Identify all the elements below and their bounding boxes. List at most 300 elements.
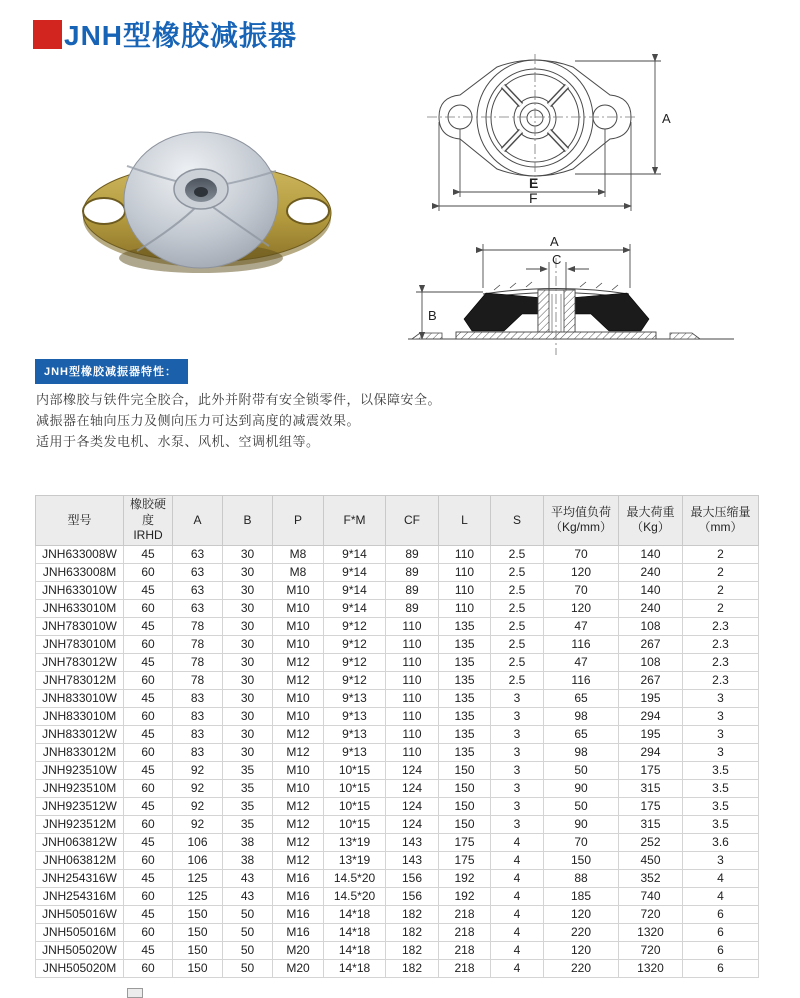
table-cell: 6 bbox=[683, 959, 759, 977]
table-cell: 30 bbox=[223, 671, 273, 689]
table-cell: 2.3 bbox=[683, 617, 759, 635]
table-cell: JNH833010M bbox=[36, 707, 124, 725]
table-row bbox=[36, 545, 759, 563]
table-cell: JNH923512M bbox=[36, 815, 124, 833]
table-cell: M12 bbox=[273, 797, 324, 815]
table-cell: JNH783012M bbox=[36, 671, 124, 689]
table-cell: 60 bbox=[124, 707, 173, 725]
dim-label-b: B bbox=[428, 308, 437, 323]
table-cell: 116 bbox=[544, 671, 619, 689]
table-cell: 9*12 bbox=[324, 635, 386, 653]
table-cell: 30 bbox=[223, 653, 273, 671]
table-cell: JNH783010M bbox=[36, 635, 124, 653]
table-cell: 10*15 bbox=[324, 815, 386, 833]
table-cell: 267 bbox=[619, 635, 683, 653]
table-cell: M10 bbox=[273, 707, 324, 725]
table-cell: M16 bbox=[273, 923, 324, 941]
table-cell: 4 bbox=[491, 923, 544, 941]
table-row bbox=[36, 779, 759, 797]
table-cell: JNH254316M bbox=[36, 887, 124, 905]
table-cell: 50 bbox=[544, 761, 619, 779]
table-cell: 135 bbox=[439, 635, 491, 653]
table-cell: 60 bbox=[124, 851, 173, 869]
table-cell: 65 bbox=[544, 689, 619, 707]
table-row bbox=[36, 635, 759, 653]
table-cell: 315 bbox=[619, 779, 683, 797]
table-cell: 60 bbox=[124, 779, 173, 797]
table-cell: 450 bbox=[619, 851, 683, 869]
table-cell: JNH505016M bbox=[36, 923, 124, 941]
table-cell: 110 bbox=[439, 545, 491, 563]
table-cell: 14.5*20 bbox=[324, 869, 386, 887]
table-cell: 2.5 bbox=[491, 671, 544, 689]
table-cell: 4 bbox=[491, 833, 544, 851]
table-cell: JNH833012M bbox=[36, 743, 124, 761]
table-cell: 50 bbox=[223, 905, 273, 923]
table-cell: 3 bbox=[491, 743, 544, 761]
table-cell: 720 bbox=[619, 905, 683, 923]
table-cell: 120 bbox=[544, 941, 619, 959]
table-cell: 9*12 bbox=[324, 671, 386, 689]
column-header: 平均值负荷 （Kg/mm） bbox=[544, 496, 619, 546]
column-header: F*M bbox=[324, 496, 386, 546]
table-cell: 218 bbox=[439, 941, 491, 959]
table-cell: 2.5 bbox=[491, 581, 544, 599]
table-row bbox=[36, 869, 759, 887]
table-cell: JNH505020M bbox=[36, 959, 124, 977]
table-row bbox=[36, 581, 759, 599]
table-cell: 3.5 bbox=[683, 761, 759, 779]
table-cell: 240 bbox=[619, 599, 683, 617]
table-cell: 45 bbox=[124, 797, 173, 815]
table-cell: 45 bbox=[124, 905, 173, 923]
table-cell: 13*19 bbox=[324, 851, 386, 869]
table-row bbox=[36, 941, 759, 959]
table-cell: 3.5 bbox=[683, 779, 759, 797]
table-cell: M16 bbox=[273, 887, 324, 905]
table-cell: M12 bbox=[273, 833, 324, 851]
table-cell: 135 bbox=[439, 671, 491, 689]
table-cell: JNH254316W bbox=[36, 869, 124, 887]
table-cell: 2.3 bbox=[683, 635, 759, 653]
table-row bbox=[36, 707, 759, 725]
table-cell: 78 bbox=[173, 617, 223, 635]
table-cell: 63 bbox=[173, 545, 223, 563]
table-cell: 70 bbox=[544, 581, 619, 599]
table-cell: JNH923510M bbox=[36, 779, 124, 797]
table-cell: 143 bbox=[386, 833, 439, 851]
table-row bbox=[36, 599, 759, 617]
table-cell: 125 bbox=[173, 869, 223, 887]
table-cell: 108 bbox=[619, 617, 683, 635]
table-cell: 45 bbox=[124, 725, 173, 743]
table-cell: 192 bbox=[439, 869, 491, 887]
table-cell: 83 bbox=[173, 725, 223, 743]
table-cell: 143 bbox=[386, 851, 439, 869]
side-view-drawing bbox=[398, 232, 743, 358]
table-cell: 45 bbox=[124, 581, 173, 599]
table-cell: 110 bbox=[439, 563, 491, 581]
table-cell: 120 bbox=[544, 599, 619, 617]
table-cell: 110 bbox=[386, 707, 439, 725]
table-cell: 110 bbox=[386, 725, 439, 743]
table-row bbox=[36, 671, 759, 689]
table-cell: 1320 bbox=[619, 923, 683, 941]
table-cell: JNH505020W bbox=[36, 941, 124, 959]
table-cell: 30 bbox=[223, 743, 273, 761]
table-cell: 92 bbox=[173, 779, 223, 797]
page-title: JNH型橡胶减振器 bbox=[64, 20, 298, 51]
table-cell: M10 bbox=[273, 617, 324, 635]
dim-label-e: E bbox=[529, 175, 539, 191]
column-header: A bbox=[173, 496, 223, 546]
table-cell: 135 bbox=[439, 707, 491, 725]
table-cell: M12 bbox=[273, 725, 324, 743]
table-cell: M16 bbox=[273, 869, 324, 887]
table-cell: 30 bbox=[223, 581, 273, 599]
table-cell: 740 bbox=[619, 887, 683, 905]
table-cell: 63 bbox=[173, 581, 223, 599]
table-cell: 83 bbox=[173, 689, 223, 707]
table-cell: 10*15 bbox=[324, 761, 386, 779]
table-cell: 45 bbox=[124, 545, 173, 563]
page-header bbox=[33, 14, 297, 54]
table-cell: 150 bbox=[173, 959, 223, 977]
table-cell: 9*13 bbox=[324, 725, 386, 743]
table-cell: 98 bbox=[544, 743, 619, 761]
table-cell: 9*12 bbox=[324, 653, 386, 671]
table-cell: 182 bbox=[386, 941, 439, 959]
table-cell: 35 bbox=[223, 797, 273, 815]
table-cell: 45 bbox=[124, 869, 173, 887]
table-cell: 9*13 bbox=[324, 689, 386, 707]
table-cell: 135 bbox=[439, 689, 491, 707]
table-cell: JNH063812M bbox=[36, 851, 124, 869]
table-cell: 267 bbox=[619, 671, 683, 689]
table-cell: 3 bbox=[491, 815, 544, 833]
table-cell: JNH633008M bbox=[36, 563, 124, 581]
table-cell: 4 bbox=[683, 869, 759, 887]
table-row bbox=[36, 725, 759, 743]
table-cell: 150 bbox=[173, 905, 223, 923]
table-cell: 60 bbox=[124, 671, 173, 689]
table-row bbox=[36, 563, 759, 581]
table-cell: 218 bbox=[439, 905, 491, 923]
table-cell: 150 bbox=[439, 797, 491, 815]
table-cell: JNH633008W bbox=[36, 545, 124, 563]
table-cell: 3.6 bbox=[683, 833, 759, 851]
table-cell: 2 bbox=[683, 545, 759, 563]
table-cell: 294 bbox=[619, 743, 683, 761]
table-cell: 175 bbox=[619, 797, 683, 815]
table-cell: 78 bbox=[173, 635, 223, 653]
features-heading: JNH型橡胶减振器特性： bbox=[35, 359, 188, 384]
table-cell: 106 bbox=[173, 833, 223, 851]
table-cell: 13*19 bbox=[324, 833, 386, 851]
table-cell: 60 bbox=[124, 959, 173, 977]
table-cell: 30 bbox=[223, 689, 273, 707]
table-cell: 175 bbox=[439, 833, 491, 851]
table-cell: JNH783012W bbox=[36, 653, 124, 671]
table-cell: 195 bbox=[619, 689, 683, 707]
table-cell: 50 bbox=[223, 923, 273, 941]
table-cell: 2.5 bbox=[491, 635, 544, 653]
table-cell: 2 bbox=[683, 599, 759, 617]
table-cell: 14*18 bbox=[324, 905, 386, 923]
table-cell: 140 bbox=[619, 581, 683, 599]
table-cell: JNH923512W bbox=[36, 797, 124, 815]
table-cell: 3 bbox=[683, 707, 759, 725]
table-cell: 3 bbox=[683, 725, 759, 743]
column-header: S bbox=[491, 496, 544, 546]
table-cell: 2.5 bbox=[491, 563, 544, 581]
table-cell: 92 bbox=[173, 761, 223, 779]
table-cell: M12 bbox=[273, 743, 324, 761]
table-cell: 63 bbox=[173, 563, 223, 581]
column-header: P bbox=[273, 496, 324, 546]
table-cell: M12 bbox=[273, 815, 324, 833]
feature-line: 内部橡胶与铁件完全胶合，此外并附带有安全锁零件，以保障安全。 bbox=[36, 392, 442, 407]
table-cell: 70 bbox=[544, 833, 619, 851]
table-cell: 175 bbox=[619, 761, 683, 779]
table-cell: 30 bbox=[223, 707, 273, 725]
table-cell: 9*13 bbox=[324, 743, 386, 761]
table-cell: 3 bbox=[491, 761, 544, 779]
feature-line: 适用于各类发电机、水泵、风机、空调机组等。 bbox=[36, 434, 320, 449]
table-cell: 50 bbox=[223, 959, 273, 977]
table-cell: 98 bbox=[544, 707, 619, 725]
table-cell: 63 bbox=[173, 599, 223, 617]
table-cell: 30 bbox=[223, 725, 273, 743]
table-row bbox=[36, 689, 759, 707]
table-cell: 45 bbox=[124, 617, 173, 635]
table-cell: 90 bbox=[544, 815, 619, 833]
table-cell: 182 bbox=[386, 923, 439, 941]
table-cell: 3 bbox=[683, 743, 759, 761]
table-cell: 70 bbox=[544, 545, 619, 563]
table-cell: 9*12 bbox=[324, 617, 386, 635]
side-view-image bbox=[398, 232, 743, 358]
table-cell: 35 bbox=[223, 761, 273, 779]
table-cell: 4 bbox=[683, 887, 759, 905]
table-cell: 3 bbox=[491, 689, 544, 707]
table-row bbox=[36, 923, 759, 941]
spec-table-header-row bbox=[36, 496, 759, 546]
column-header: CF bbox=[386, 496, 439, 546]
table-cell: M20 bbox=[273, 941, 324, 959]
table-cell: 60 bbox=[124, 923, 173, 941]
table-cell: 220 bbox=[544, 923, 619, 941]
table-row bbox=[36, 815, 759, 833]
table-cell: 60 bbox=[124, 815, 173, 833]
column-header: 最大压缩量 （mm） bbox=[683, 496, 759, 546]
table-cell: 92 bbox=[173, 815, 223, 833]
product-photo-image bbox=[65, 110, 355, 310]
table-cell: 50 bbox=[223, 941, 273, 959]
table-cell: 2.5 bbox=[491, 617, 544, 635]
table-cell: 150 bbox=[173, 923, 223, 941]
table-cell: 124 bbox=[386, 761, 439, 779]
column-header: 橡胶硬度 IRHD bbox=[124, 496, 173, 546]
table-cell: 60 bbox=[124, 635, 173, 653]
table-cell: 14*18 bbox=[324, 959, 386, 977]
table-cell: 1320 bbox=[619, 959, 683, 977]
table-cell: 45 bbox=[124, 833, 173, 851]
table-cell: 110 bbox=[386, 635, 439, 653]
table-cell: 30 bbox=[223, 599, 273, 617]
table-cell: 3 bbox=[491, 779, 544, 797]
partial-footer-mark bbox=[127, 988, 143, 998]
table-cell: 110 bbox=[386, 671, 439, 689]
table-cell: 252 bbox=[619, 833, 683, 851]
table-cell: 135 bbox=[439, 743, 491, 761]
table-cell: 3 bbox=[491, 797, 544, 815]
table-cell: 720 bbox=[619, 941, 683, 959]
table-cell: JNH833010W bbox=[36, 689, 124, 707]
table-cell: 43 bbox=[223, 887, 273, 905]
table-cell: 218 bbox=[439, 959, 491, 977]
table-cell: 89 bbox=[386, 545, 439, 563]
dim-label-a: A bbox=[662, 111, 671, 126]
table-cell: 3 bbox=[683, 689, 759, 707]
table-cell: 124 bbox=[386, 779, 439, 797]
table-cell: 30 bbox=[223, 617, 273, 635]
table-cell: 90 bbox=[544, 779, 619, 797]
table-cell: 3.5 bbox=[683, 815, 759, 833]
table-cell: 3.5 bbox=[683, 797, 759, 815]
table-cell: 6 bbox=[683, 905, 759, 923]
table-cell: M20 bbox=[273, 959, 324, 977]
dim-label-f: F bbox=[529, 190, 538, 206]
table-cell: M12 bbox=[273, 851, 324, 869]
table-cell: 89 bbox=[386, 599, 439, 617]
table-cell: 2.3 bbox=[683, 653, 759, 671]
table-cell: 135 bbox=[439, 725, 491, 743]
table-cell: 2.5 bbox=[491, 599, 544, 617]
table-cell: 3 bbox=[491, 725, 544, 743]
table-cell: JNH633010W bbox=[36, 581, 124, 599]
table-cell: 156 bbox=[386, 869, 439, 887]
table-cell: JNH833012W bbox=[36, 725, 124, 743]
table-cell: 35 bbox=[223, 815, 273, 833]
table-cell: 120 bbox=[544, 905, 619, 923]
table-cell: 30 bbox=[223, 635, 273, 653]
table-cell: 60 bbox=[124, 563, 173, 581]
table-cell: 352 bbox=[619, 869, 683, 887]
table-cell: 4 bbox=[491, 851, 544, 869]
table-cell: M8 bbox=[273, 545, 324, 563]
table-cell: 3 bbox=[683, 851, 759, 869]
table-cell: 45 bbox=[124, 689, 173, 707]
table-cell: 4 bbox=[491, 887, 544, 905]
table-cell: 156 bbox=[386, 887, 439, 905]
table-row bbox=[36, 851, 759, 869]
table-cell: JNH783010W bbox=[36, 617, 124, 635]
table-cell: 2.5 bbox=[491, 653, 544, 671]
table-cell: 315 bbox=[619, 815, 683, 833]
table-row bbox=[36, 905, 759, 923]
table-cell: 110 bbox=[386, 653, 439, 671]
table-cell: 185 bbox=[544, 887, 619, 905]
table-cell: JNH923510W bbox=[36, 761, 124, 779]
red-square-icon bbox=[33, 20, 62, 49]
table-cell: 60 bbox=[124, 887, 173, 905]
table-cell: 10*15 bbox=[324, 797, 386, 815]
table-cell: M10 bbox=[273, 581, 324, 599]
table-cell: 83 bbox=[173, 743, 223, 761]
table-cell: 35 bbox=[223, 779, 273, 797]
table-row bbox=[36, 887, 759, 905]
table-cell: 6 bbox=[683, 923, 759, 941]
table-cell: 47 bbox=[544, 653, 619, 671]
table-cell: 43 bbox=[223, 869, 273, 887]
table-cell: 124 bbox=[386, 815, 439, 833]
table-cell: 125 bbox=[173, 887, 223, 905]
table-cell: 4 bbox=[491, 905, 544, 923]
spec-table-body bbox=[36, 545, 759, 977]
table-cell: 140 bbox=[619, 545, 683, 563]
table-cell: 9*14 bbox=[324, 599, 386, 617]
table-cell: 45 bbox=[124, 761, 173, 779]
table-cell: 192 bbox=[439, 887, 491, 905]
table-cell: 150 bbox=[173, 941, 223, 959]
table-cell: 150 bbox=[439, 815, 491, 833]
table-cell: M8 bbox=[273, 563, 324, 581]
table-cell: 106 bbox=[173, 851, 223, 869]
table-cell: M12 bbox=[273, 671, 324, 689]
table-row bbox=[36, 761, 759, 779]
table-cell: 218 bbox=[439, 923, 491, 941]
table-cell: 135 bbox=[439, 617, 491, 635]
table-cell: 9*14 bbox=[324, 545, 386, 563]
table-cell: 83 bbox=[173, 707, 223, 725]
table-cell: 110 bbox=[439, 581, 491, 599]
table-cell: M16 bbox=[273, 905, 324, 923]
table-row bbox=[36, 833, 759, 851]
features-text bbox=[36, 389, 441, 452]
dim-label-c: C bbox=[552, 252, 562, 267]
table-cell: 150 bbox=[439, 779, 491, 797]
table-cell: 14.5*20 bbox=[324, 887, 386, 905]
table-cell: 110 bbox=[439, 599, 491, 617]
table-cell: 3 bbox=[491, 707, 544, 725]
table-cell: 220 bbox=[544, 959, 619, 977]
table-cell: 89 bbox=[386, 581, 439, 599]
table-cell: 88 bbox=[544, 869, 619, 887]
table-cell: 50 bbox=[544, 797, 619, 815]
table-cell: 2 bbox=[683, 581, 759, 599]
dim-label-a: A bbox=[550, 234, 559, 249]
table-cell: 14*18 bbox=[324, 941, 386, 959]
table-cell: 78 bbox=[173, 653, 223, 671]
table-cell: 92 bbox=[173, 797, 223, 815]
table-cell: 60 bbox=[124, 743, 173, 761]
table-row bbox=[36, 797, 759, 815]
table-cell: 150 bbox=[439, 761, 491, 779]
table-cell: 14*18 bbox=[324, 923, 386, 941]
table-row bbox=[36, 959, 759, 977]
table-row bbox=[36, 617, 759, 635]
table-cell: M10 bbox=[273, 761, 324, 779]
table-cell: 30 bbox=[223, 563, 273, 581]
table-cell: JNH063812W bbox=[36, 833, 124, 851]
table-cell: 2.5 bbox=[491, 545, 544, 563]
table-cell: 65 bbox=[544, 725, 619, 743]
table-cell: 9*13 bbox=[324, 707, 386, 725]
column-header: 最大荷重 （Kg） bbox=[619, 496, 683, 546]
table-cell: 108 bbox=[619, 653, 683, 671]
table-cell: 120 bbox=[544, 563, 619, 581]
